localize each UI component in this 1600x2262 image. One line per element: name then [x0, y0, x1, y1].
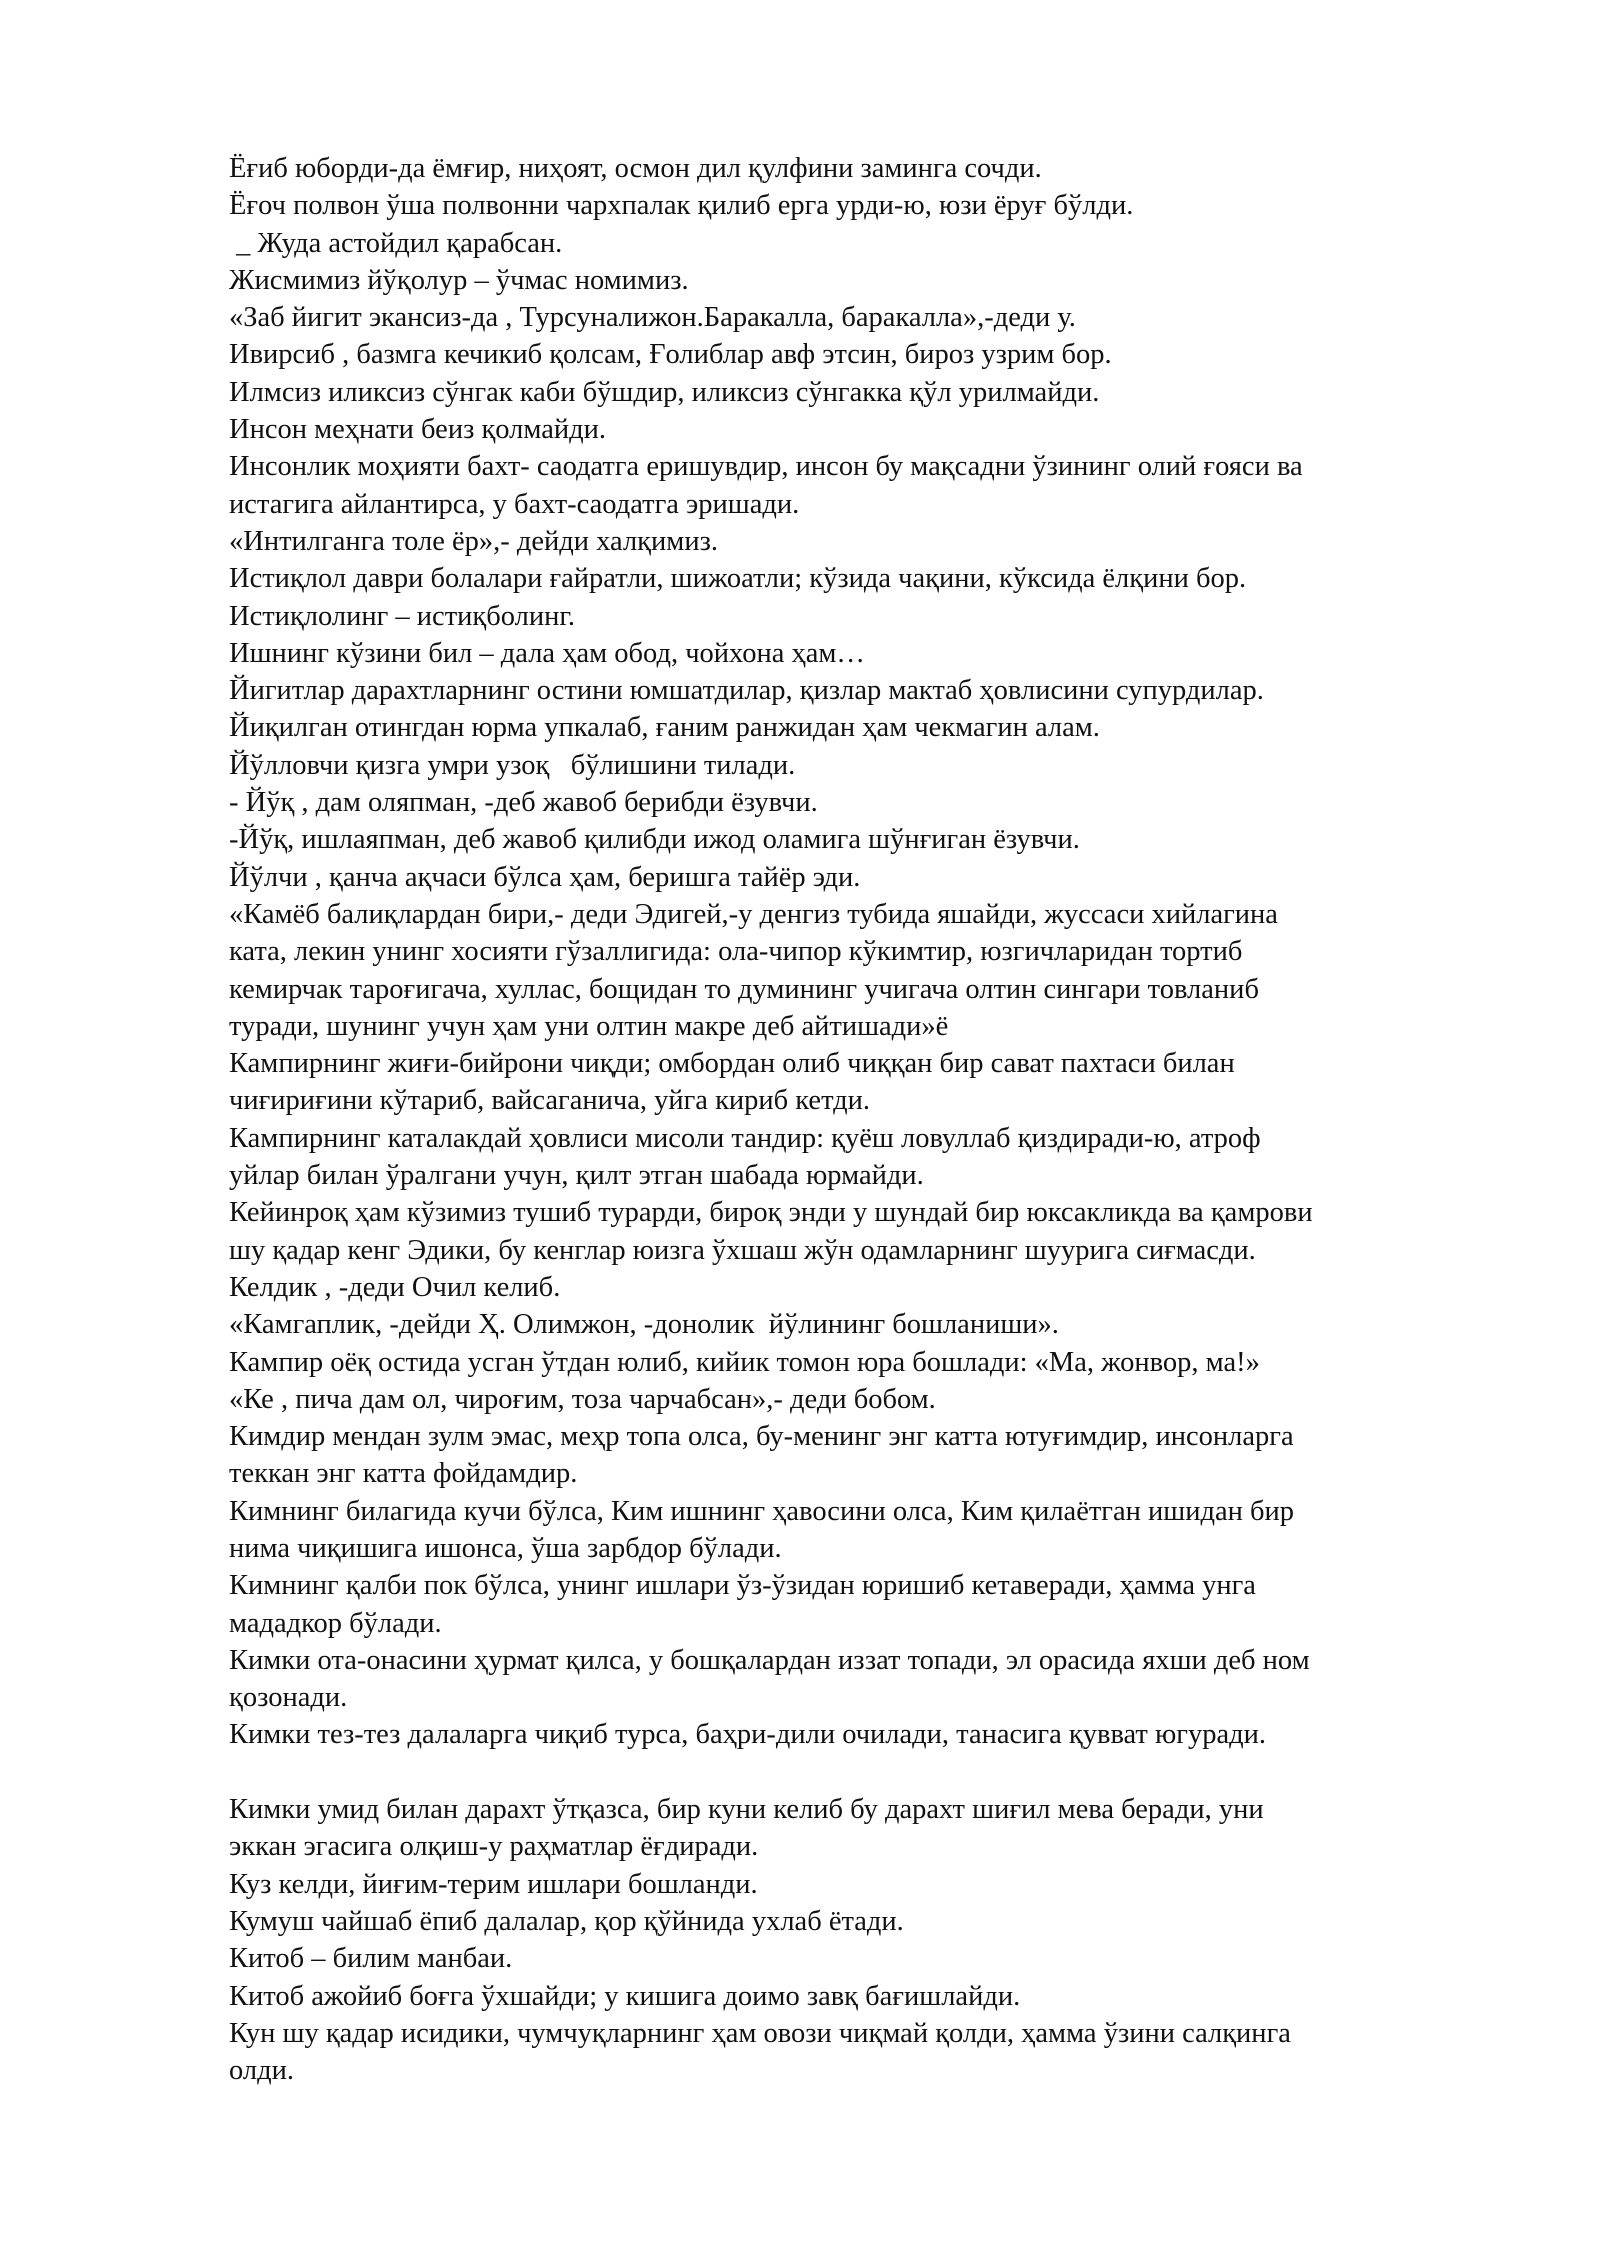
- text-line: Кимки тез-тез далаларга чиқиб турса, баҳри-дили очилади, танасига қувват югуради.: [229, 1719, 1267, 1751]
- text-line: Йўлчи , қанча ақчаси бўлса ҳам, беришга тайёр эди.: [229, 861, 861, 893]
- text-line: Илмсиз иликсиз сўнгак каби бўшдир, иликсиз сўнгакка қўл урилмайди.: [229, 376, 1100, 408]
- text-line: Куз келди, йиғим-терим ишлари бошланди.: [229, 1868, 758, 1900]
- blank-line: [229, 1754, 1479, 1791]
- text-line: Китоб ажойиб боғга ўхшайди; у кишига доимо завқ бағишлайди.: [229, 1980, 1021, 2012]
- text-line: истагига айлантирса, у бахт-саодатга эришади.: [229, 488, 800, 520]
- text-line: - Йўқ , дам оляпман, -деб жавоб берибди ёзувчи.: [229, 787, 818, 819]
- text-line: -Йўқ, ишлаяпман, деб жавоб қилибди ижод оламига шўнғиган ёзувчи.: [229, 824, 1080, 856]
- text-line: Кимнинг қалби пок бўлса, унинг ишлари ўз-ўзидан юришиб кетаверади, ҳамма унга: [229, 1570, 1256, 1602]
- text-line: _ Жуда астойдил қарабсан.: [229, 227, 563, 259]
- text-line: қозонади.: [229, 1682, 348, 1714]
- text-line: Кимки умид билан дарахт ўтқазса, бир куни келиб бу дарахт шиғил мева беради, уни: [229, 1794, 1264, 1826]
- text-line: Инсон меҳнати беиз қолмайди.: [229, 414, 607, 446]
- text-line: Йиқилган отингдан юрма упкалаб, ғаним ранжидан ҳам чекмагин алам.: [229, 712, 1100, 744]
- text-line: Кимки ота-онасини ҳурмат қилса, у бошқалардан иззат топади, эл орасида яхши деб ном: [229, 1644, 1310, 1676]
- text-line: Ёғиб юборди-да ёмғир, ниҳоят, осмон дил қулфини заминга сочди.: [229, 153, 1042, 184]
- text-line: теккан энг катта фойдамдир.: [229, 1458, 578, 1490]
- text-line: Йўлловчи қизга умри узоқ бўлишини тилади.: [229, 749, 796, 781]
- text-line: Кампирнинг жиғи-бийрони чиқди; омбордан олиб чиққан бир сават пахтаси билан: [229, 1048, 1235, 1080]
- text-line: нима чиқишига ишонса, ўша зарбдор бўлади.: [229, 1532, 782, 1564]
- text-line: Ивирсиб , базмга кечикиб қолсам, Ғолиблар авф этсин, бироз узрим бор.: [229, 339, 1112, 371]
- document-text: [229, 150, 1479, 2089]
- text-line: Йигитлар дарахтларнинг остини юмшатдилар, қизлар мактаб ҳовлисини супурдилар.: [229, 675, 1264, 707]
- text-line: Истиқлолинг – истиқболинг.: [229, 600, 575, 632]
- text-line: Кейинроқ ҳам кўзимиз тушиб турарди, бироқ энди у шундай бир юксакликда ва қамрови: [229, 1197, 1313, 1229]
- text-line: Кампир оёқ остида усган ўтдан юлиб, кийик томон юра бошлади: «Ма, жонвор, ма!»: [229, 1346, 1260, 1378]
- text-line: ката, лекин унинг хосияти гўзаллигида: ола-чипор кўкимтир, юзгичларидан тортиб: [229, 936, 1243, 968]
- text-line: Кимдир мендан зулм эмас, меҳр топа олса, бу-менинг энг катта ютуғимдир, инсонларга: [229, 1421, 1294, 1453]
- text-line: «Камгаплик, -дейди Ҳ. Олимжон, -донолик йўлининг бошланиши».: [229, 1309, 1059, 1341]
- text-line: «Интилганга толе ёр»,- дейди халқимиз.: [229, 525, 718, 557]
- text-line: шу қадар кенг Эдики, бу кенглар юизга ўхшаш жўн одамларнинг шуурига сиғмасди.: [229, 1234, 1256, 1266]
- text-line: Кимнинг билагида кучи бўлса, Ким ишнинг ҳавосини олса, Ким қилаётган ишидан бир: [229, 1495, 1295, 1527]
- text-line: Жисмимиз йўқолур – ўчмас номимиз.: [229, 264, 689, 296]
- text-line: туради, шунинг учун ҳам уни олтин макре деб айтишади»ё: [229, 1010, 949, 1042]
- text-line: Кумуш чайшаб ёпиб далалар, қор қўйнида ухлаб ётади.: [229, 1905, 904, 1937]
- text-line: Ишнинг кўзини бил – дала ҳам обод, чойхона ҳам…: [229, 637, 865, 669]
- text-line: Кампирнинг каталакдай ҳовлиси мисоли тандир: қуёш ловуллаб қиздиради-ю, атроф: [229, 1122, 1261, 1154]
- text-line: «Камёб балиқлардан бири,- деди Эдигей,-у денгиз тубида яшайди, жуссаси хийлагина: [229, 898, 1278, 930]
- text-line: эккан эгасига олқиш-у раҳматлар ёғдиради.: [229, 1831, 759, 1863]
- text-line: «Заб йигит экансиз-да , Турсуналижон.Баракалла, баракалла»,-деди у.: [229, 302, 1076, 334]
- text-line: мададкор бўлади.: [229, 1607, 442, 1639]
- text-line: Инсонлик моҳияти бахт- саодатга еришувдир, инсон бу мақсадни ўзининг олий ғояси ва: [229, 451, 1303, 483]
- text-line: олди.: [229, 2055, 294, 2087]
- text-line: чиғириғини кўтариб, вайсаганича, уйга кириб кетди.: [229, 1085, 871, 1117]
- text-line: кемирчак тароғигача, хуллас, бощидан то думининг учигача олтин сингари товланиб: [229, 973, 1259, 1005]
- text-line: Истиқлол даври болалари ғайратли, шижоатли; кўзида чақини, кўксида ёлқини бор.: [229, 563, 1247, 595]
- text-line: «Ке , пича дам ол, чироғим, тоза чарчабсан»,- деди бобом.: [229, 1383, 936, 1415]
- text-line: Келдик , -деди Очил келиб.: [229, 1271, 561, 1303]
- text-line: Китоб – билим манбаи.: [229, 1943, 513, 1975]
- text-line: Кун шу қадар исидики, чумчуқларнинг ҳам овози чиқмай қолди, ҳамма ўзини салқинга: [229, 2017, 1291, 2049]
- text-line: уйлар билан ўралгани учун, қилт этган шабада юрмайди.: [229, 1160, 924, 1192]
- text-line: Ёғоч полвон ўша полвонни чархпалак қилиб ерга урди-ю, юзи ёруғ бўлди.: [229, 190, 1134, 222]
